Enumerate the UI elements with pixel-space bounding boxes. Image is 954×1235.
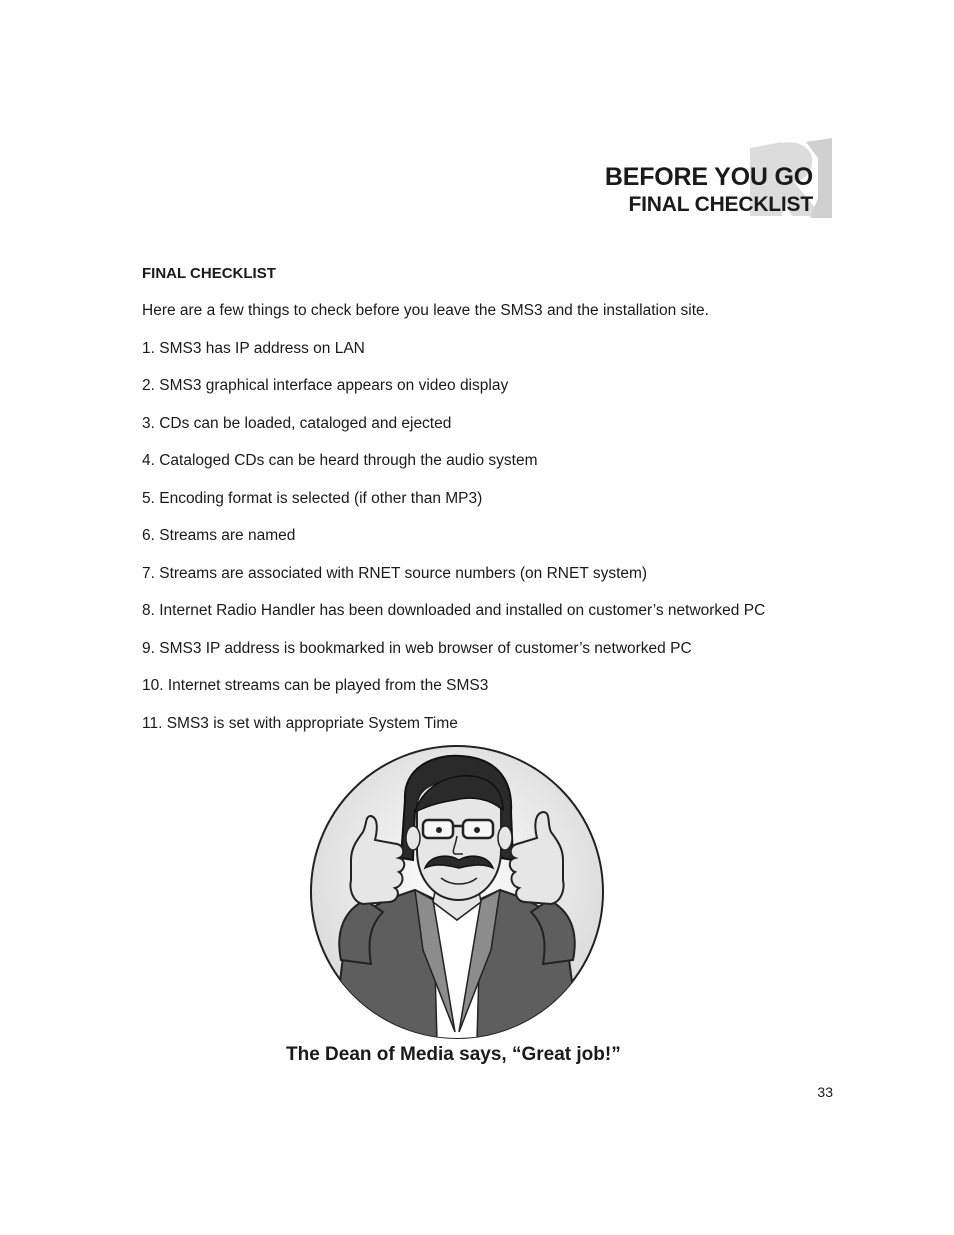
- page-header: [605, 162, 813, 218]
- checklist-item: 8. Internet Radio Handler has been downloaded and installed on customer’s networked PC: [142, 602, 766, 619]
- thumbs-up-mascot-illustration-icon: [305, 740, 607, 1040]
- checklist-item: 6. Streams are named: [142, 527, 296, 544]
- checklist-item: 7. Streams are associated with RNET source numbers (on RNET system): [142, 564, 648, 582]
- checklist-item: 3. CDs can be loaded, cataloged and ejected: [142, 414, 452, 432]
- checklist-item: 10. Internet streams can be played from the SMS3: [142, 677, 489, 694]
- checklist-item: 1. SMS3 has IP address on LAN: [142, 339, 365, 357]
- checklist-item: 9. SMS3 IP address is bookmarked in web browser of customer’s networked PC: [142, 639, 692, 657]
- section-heading: FINAL CHECKLIST: [142, 265, 276, 282]
- illustration-caption: The Dean of Media says, “Great job!”: [286, 1044, 621, 1065]
- header-subtitle: FINAL CHECKLIST: [628, 193, 813, 216]
- checklist-item: 5. Encoding format is selected (if other than MP3): [142, 489, 483, 507]
- checklist-item: 4. Cataloged CDs can be heard through the audio system: [142, 452, 538, 469]
- checklist: [142, 339, 822, 734]
- intro-paragraph: Here are a few things to check before you leave the SMS3 and the installation site.: [142, 302, 709, 319]
- checklist-item: 2. SMS3 graphical interface appears on video display: [142, 377, 509, 394]
- page-number: 33: [817, 1084, 833, 1100]
- main-content: [142, 264, 822, 734]
- header-title: BEFORE YOU GO: [604, 163, 813, 191]
- checklist-item: 11. SMS3 is set with appropriate System Time: [142, 714, 458, 732]
